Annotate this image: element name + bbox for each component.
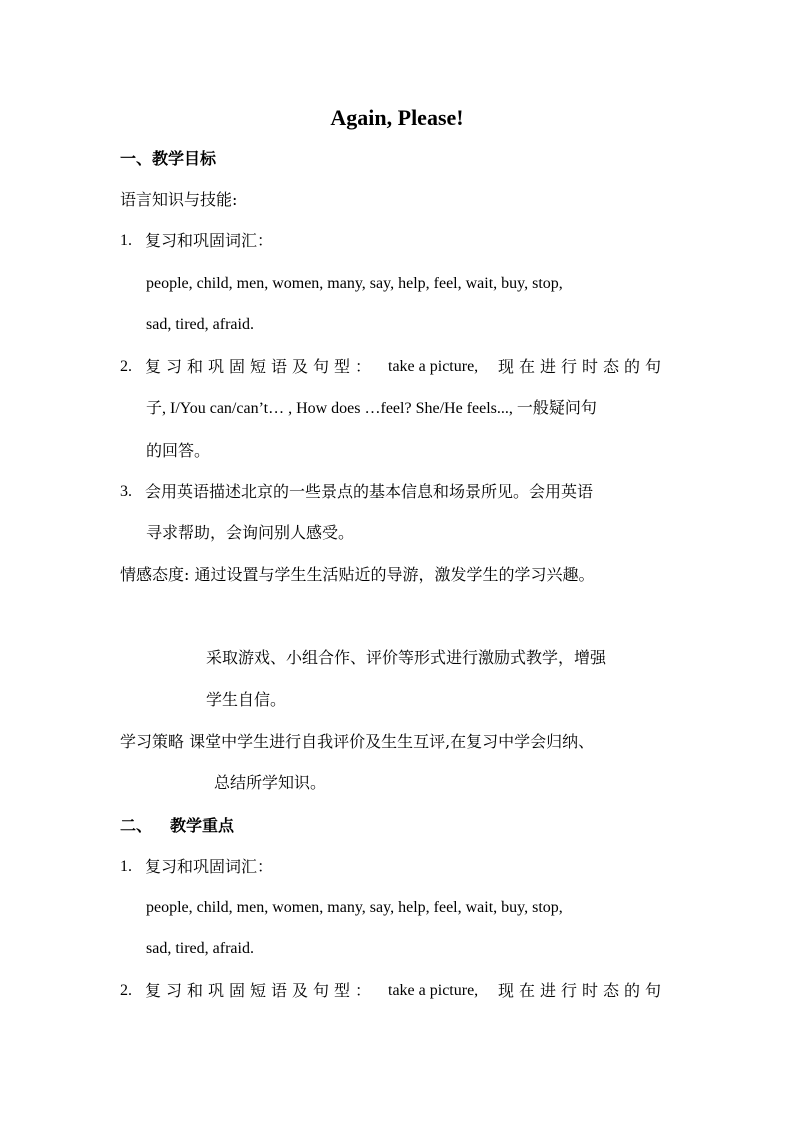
- strategy-paragraph: 学生自信。: [206, 690, 287, 709]
- vocabulary-line: people, child, men, women, many, say, help, feel, wait, buy, stop,: [146, 899, 563, 916]
- item-text: 复习和巩固词汇：: [145, 857, 274, 876]
- section-heading-objectives: 一、教学目标: [120, 149, 217, 168]
- item-number: 1.: [120, 232, 132, 249]
- item-text-english: take a picture,: [388, 982, 479, 999]
- item-text: 复习和巩固词汇：: [145, 231, 274, 250]
- item-number: 1.: [120, 858, 132, 875]
- item-text: 的回答。: [146, 441, 211, 460]
- item-text: 现在进行时态的句: [498, 357, 667, 376]
- item-text: 复习和巩固短语及句型：: [145, 981, 377, 1000]
- learning-strategy: 总结所学知识。: [214, 773, 327, 792]
- item-number: 2.: [120, 358, 132, 375]
- vocabulary-line: people, child, men, women, many, say, help, feel, wait, buy, stop,: [146, 275, 563, 292]
- document-title: Again, Please!: [330, 105, 464, 130]
- section-heading-number: 二、: [120, 816, 153, 835]
- knowledge-skills-label: 语言知识与技能:: [120, 190, 238, 209]
- item-text: 现在进行时态的句: [498, 981, 667, 1000]
- item-number: 2.: [120, 982, 132, 999]
- emotion-attitude: 情感态度: 通过设置与学生生活贴近的导游，激发学生的学习兴趣。: [120, 565, 595, 584]
- vocabulary-line: sad, tired, afraid.: [146, 940, 254, 957]
- item-text: 子, I/You can/can’t… , How does …feel? She/He feels..., 一般疑问句: [146, 400, 597, 417]
- vocabulary-line: sad, tired, afraid.: [146, 316, 254, 333]
- strategy-paragraph: 采取游戏、小组合作、评价等形式进行激励式教学，增强: [206, 648, 607, 667]
- section-heading-key-points: 教学重点: [170, 816, 235, 835]
- item-text: 寻求帮助，会询问别人感受。: [146, 523, 355, 542]
- item-text-english: take a picture,: [388, 358, 479, 375]
- learning-strategy: 学习策略 课堂中学生进行自我评价及生生互评,在复习中学会归纳、: [120, 732, 595, 751]
- item-text: 会用英语描述北京的一些景点的基本信息和场景所见。会用英语: [145, 482, 594, 501]
- item-number: 3.: [120, 483, 132, 500]
- item-text: 复习和巩固短语及句型：: [145, 357, 377, 376]
